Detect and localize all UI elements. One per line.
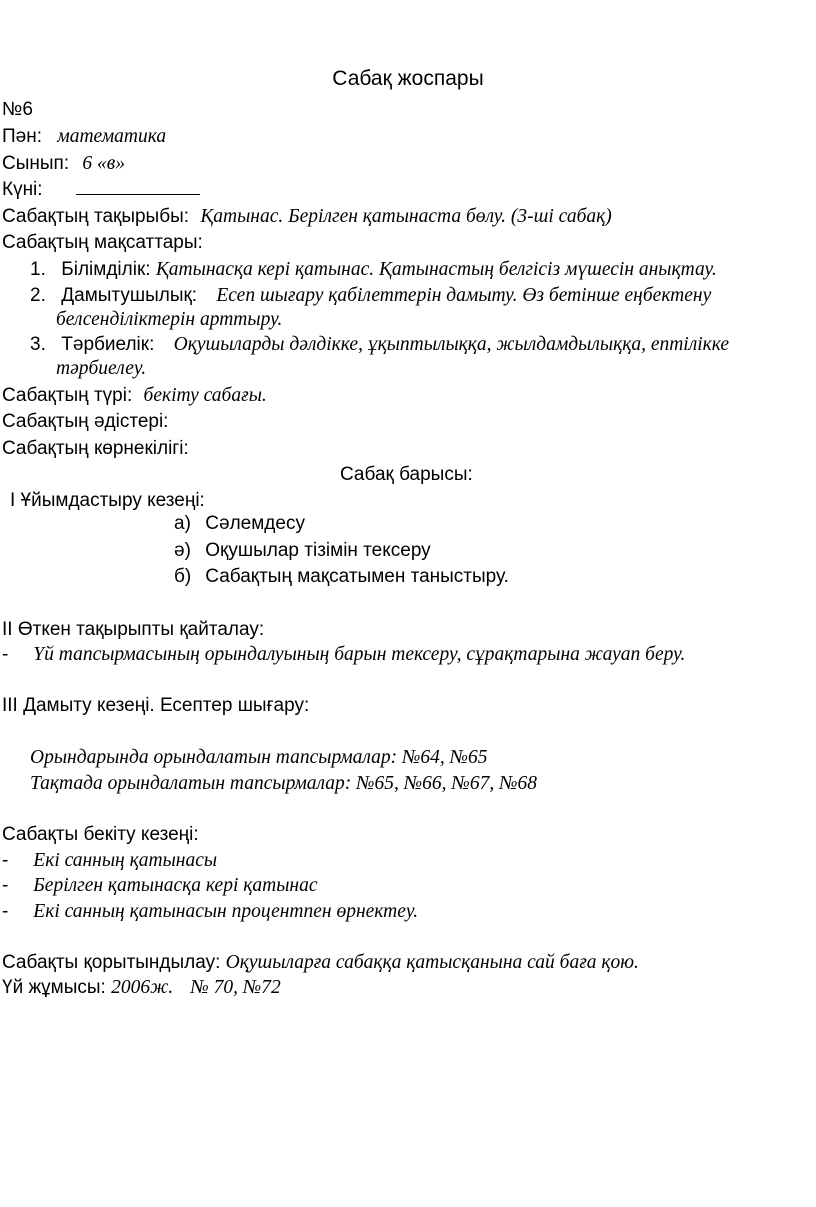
summary-row bbox=[2, 950, 639, 976]
consolidation-title: Сабақты бекіту кезеңі: bbox=[2, 824, 199, 845]
consolidation-item bbox=[2, 873, 317, 899]
goal-number: 1. bbox=[30, 259, 46, 280]
document-title: Сабақ жоспары bbox=[332, 67, 484, 90]
stage2-marker: - bbox=[2, 644, 9, 665]
homework-year: 2006ж. bbox=[111, 977, 174, 998]
subject-label: Пән: bbox=[2, 126, 42, 147]
stage1-text: Сәлемдесу bbox=[205, 513, 305, 534]
summary-value: Оқушыларға сабаққа қатысқанына сай баға қою. bbox=[225, 952, 639, 973]
date-blank bbox=[76, 177, 200, 195]
stage1-marker: а) bbox=[174, 513, 191, 534]
stage2-text: Үй тапсырмасының орындалуының барын тексеру, сұрақтарына жауап беру. bbox=[33, 644, 686, 665]
consolidation-item bbox=[2, 848, 217, 874]
homework-row bbox=[2, 975, 281, 1001]
goal-text: Есеп шығару қабілеттерін дамыту. Өз бетінше еңбектену bbox=[216, 285, 712, 306]
stage1-title: I Ұйымдастыру кезеңі: bbox=[10, 490, 205, 511]
stage1-item bbox=[174, 538, 431, 564]
class-row bbox=[2, 151, 125, 177]
consolidation-item bbox=[2, 899, 418, 925]
stage1-item bbox=[174, 511, 305, 537]
stage1-text: Оқушылар тізімін тексеру bbox=[205, 540, 431, 561]
goal-item bbox=[30, 257, 717, 283]
consolidation-marker: - bbox=[2, 875, 9, 896]
goal-number: 2. bbox=[30, 285, 46, 306]
stage2-title: II Өткен тақырыпты қайталау: bbox=[2, 619, 265, 640]
topic-value: Қатынас. Берілген қатынаста бөлу. (3-ші сабақ) bbox=[200, 206, 612, 227]
goal-item bbox=[30, 332, 729, 358]
stage1-item bbox=[174, 564, 509, 590]
visuals-label: Сабақтың көрнекілігі: bbox=[2, 438, 189, 459]
homework-tasks: № 70, №72 bbox=[190, 977, 281, 998]
consolidation-marker: - bbox=[2, 901, 9, 922]
goal-number: 3. bbox=[30, 334, 46, 355]
date-row bbox=[2, 177, 200, 203]
goal-item bbox=[30, 283, 711, 309]
goal-label: Дамытушылық: bbox=[61, 285, 198, 306]
type-label: Сабақтың түрі: bbox=[2, 385, 133, 406]
type-value: бекіту сабағы. bbox=[143, 385, 267, 406]
stage3-title: III Дамыту кезеңі. Есептер шығару: bbox=[2, 695, 310, 716]
homework-label: Үй жұмысы: bbox=[2, 977, 106, 998]
type-row bbox=[2, 383, 267, 409]
goals-label: Сабақтың мақсаттары: bbox=[2, 232, 203, 253]
goal-label: Тәрбиелік: bbox=[61, 334, 155, 355]
class-label: Сынып: bbox=[2, 153, 70, 174]
goal-text: Қатынасқа кері қатынас. Қатынастың белгісіз мүшесін анықтау. bbox=[155, 259, 717, 280]
stage1-marker: ә) bbox=[174, 540, 191, 561]
stage3-line: Тақтада орындалатын тапсырмалар: №65, №66, №67, №68 bbox=[30, 773, 537, 794]
stage3-line: Орындарында орындалатын тапсырмалар: №64, №65 bbox=[30, 747, 488, 768]
goal-label: Білімділік: bbox=[61, 259, 151, 280]
stage1-marker: б) bbox=[174, 566, 192, 587]
date-label: Күні: bbox=[2, 179, 43, 200]
consolidation-marker: - bbox=[2, 850, 9, 871]
goal-text: Оқушыларды дәлдікке, ұқыптылыққа, жылдамдылыққа, ептілікке bbox=[173, 334, 730, 355]
methods-label: Сабақтың әдістері: bbox=[2, 411, 169, 432]
summary-label: Сабақты қорытындылау: bbox=[2, 952, 221, 973]
topic-row bbox=[2, 204, 612, 230]
consolidation-text: Берілген қатынасқа кері қатынас bbox=[33, 875, 318, 896]
class-value: 6 «в» bbox=[82, 153, 125, 174]
topic-label: Сабақтың тақырыбы: bbox=[2, 206, 190, 227]
lesson-number: №6 bbox=[2, 99, 33, 120]
consolidation-text: Екі санның қатынасын процентпен өрнектеу. bbox=[33, 901, 419, 922]
subject-value: математика bbox=[57, 126, 167, 147]
process-title: Сабақ барысы: bbox=[340, 464, 473, 485]
subject-row bbox=[2, 124, 166, 150]
stage2-item bbox=[2, 642, 685, 668]
goal-text-continued: белсенділіктерін арттыру. bbox=[56, 309, 283, 330]
goal-text-continued: тәрбиелеу. bbox=[56, 358, 147, 379]
stage1-text: Сабақтың мақсатымен таныстыру. bbox=[205, 566, 509, 587]
consolidation-text: Екі санның қатынасы bbox=[33, 850, 218, 871]
